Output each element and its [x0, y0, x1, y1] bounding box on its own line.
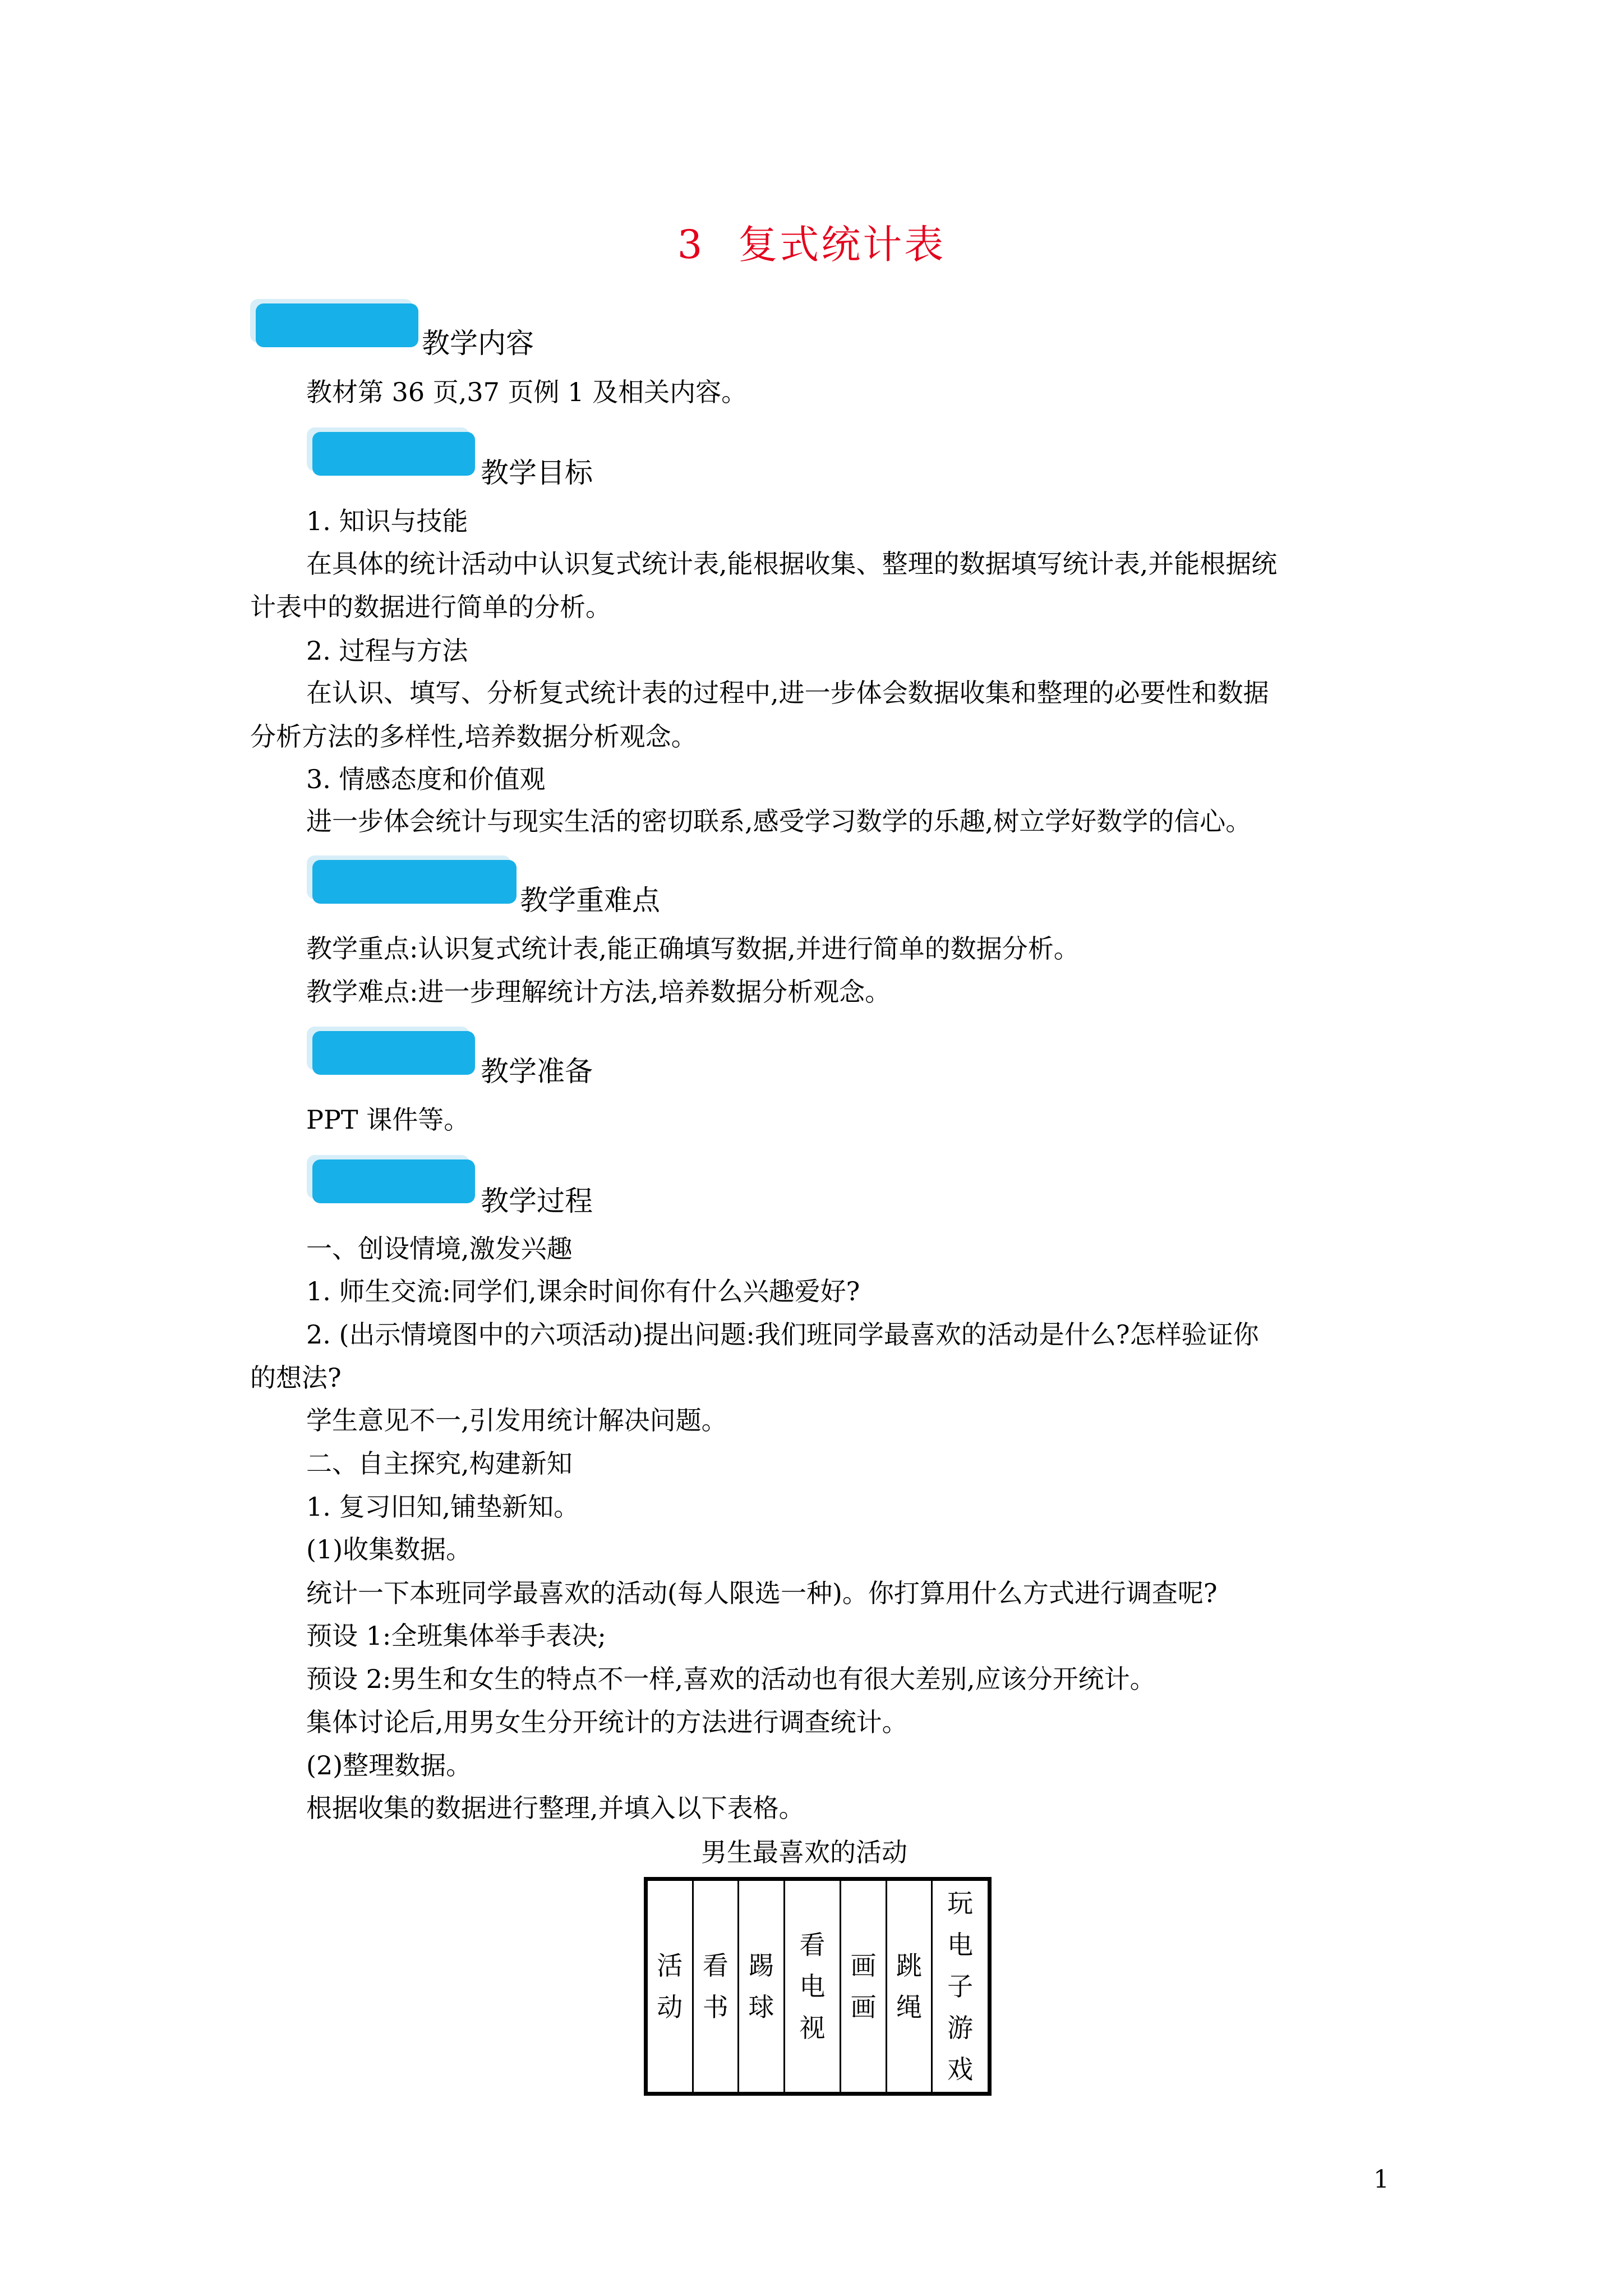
- process-line-6: 二、自主探究,构建新知: [306, 1448, 573, 1479]
- table-row: [646, 1879, 990, 2094]
- process-line-13: (2)整理数据。: [306, 1750, 472, 1780]
- process-line-8: (1)收集数据。: [306, 1534, 472, 1565]
- table-cell-football: 踢球: [739, 1879, 785, 2094]
- goals-line-7: 3. 情感态度和价值观: [306, 764, 546, 794]
- section-badge-content: [256, 303, 418, 347]
- table-cell-activity: 活动: [646, 1879, 693, 2094]
- key-points-line-1: 教学重点:认识复式统计表,能正确填写数据,并进行简单的数据分析。: [306, 933, 1080, 964]
- table-cell-rope: 跳绳: [886, 1879, 932, 2094]
- goals-line-4: 2. 过程与方法: [306, 636, 468, 666]
- process-line-14: 根据收集的数据进行整理,并填入以下表格。: [306, 1793, 805, 1823]
- process-line-11: 预设 2:男生和女生的特点不一样,喜欢的活动也有很大差别,应该分开统计。: [306, 1664, 1156, 1694]
- process-line-3: 2. (出示情境图中的六项活动)提出问题:我们班同学最喜欢的活动是什么?怎样验证你: [306, 1319, 1259, 1350]
- table-caption: 男生最喜欢的活动: [701, 1837, 907, 1867]
- table-cell-drawing: 画画: [841, 1879, 887, 2094]
- process-line-9: 统计一下本班同学最喜欢的活动(每人限选一种)。你打算用什么方式进行调查呢?: [306, 1578, 1218, 1608]
- process-line-12: 集体讨论后,用男女生分开统计的方法进行调查统计。: [306, 1707, 908, 1737]
- goals-line-8: 进一步体会统计与现实生活的密切联系,感受学习数学的乐趣,树立学好数学的信心。: [306, 806, 1252, 836]
- section-heading-goals: 教学目标: [481, 457, 593, 489]
- preparation-text: PPT 课件等。: [306, 1105, 470, 1135]
- section-badge-goals: [312, 432, 475, 476]
- title-text: 复式统计表: [738, 222, 946, 268]
- process-line-5: 学生意见不一,引发用统计解决问题。: [306, 1405, 727, 1435]
- process-line-7: 1. 复习旧知,铺垫新知。: [306, 1492, 580, 1522]
- goals-line-2: 在具体的统计活动中认识复式统计表,能根据收集、整理的数据填写统计表,并能根据统: [306, 549, 1278, 579]
- section-badge-process: [312, 1159, 475, 1203]
- process-line-4: 的想法?: [250, 1363, 342, 1393]
- table-cell-tv: 看电视: [784, 1879, 841, 2094]
- process-line-2: 1. 师生交流:同学们,课余时间你有什么兴趣爱好?: [306, 1276, 860, 1306]
- section-badge-key-points: [312, 860, 517, 904]
- boys-activity-table: [644, 1877, 992, 2096]
- goals-line-5: 在认识、填写、分析复式统计表的过程中,进一步体会数据收集和整理的必要性和数据: [306, 678, 1269, 708]
- table-cell-reading: 看书: [693, 1879, 739, 2094]
- section-badge-preparation: [312, 1031, 475, 1075]
- goals-line-1: 1. 知识与技能: [306, 506, 468, 536]
- title-number: 3: [677, 222, 705, 268]
- goals-line-3: 计表中的数据进行简单的分析。: [250, 592, 611, 622]
- section-heading-process: 教学过程: [481, 1185, 593, 1217]
- key-points-line-2: 教学难点:进一步理解统计方法,培养数据分析观念。: [306, 977, 891, 1007]
- content-text: 教材第 36 页,37 页例 1 及相关内容。: [306, 377, 748, 407]
- process-line-10: 预设 1:全班集体举手表决;: [306, 1621, 606, 1651]
- process-line-1: 一、创设情境,激发兴趣: [306, 1234, 573, 1264]
- table-cell-games: 玩电子游戏: [932, 1879, 990, 2094]
- section-heading-key-points: 教学重难点: [520, 884, 660, 917]
- goals-line-6: 分析方法的多样性,培养数据分析观念。: [250, 721, 697, 752]
- section-heading-content: 教学内容: [422, 327, 534, 360]
- page-number: 1: [1373, 2165, 1389, 2194]
- section-heading-preparation: 教学准备: [481, 1055, 593, 1088]
- page-title: [0, 213, 1623, 270]
